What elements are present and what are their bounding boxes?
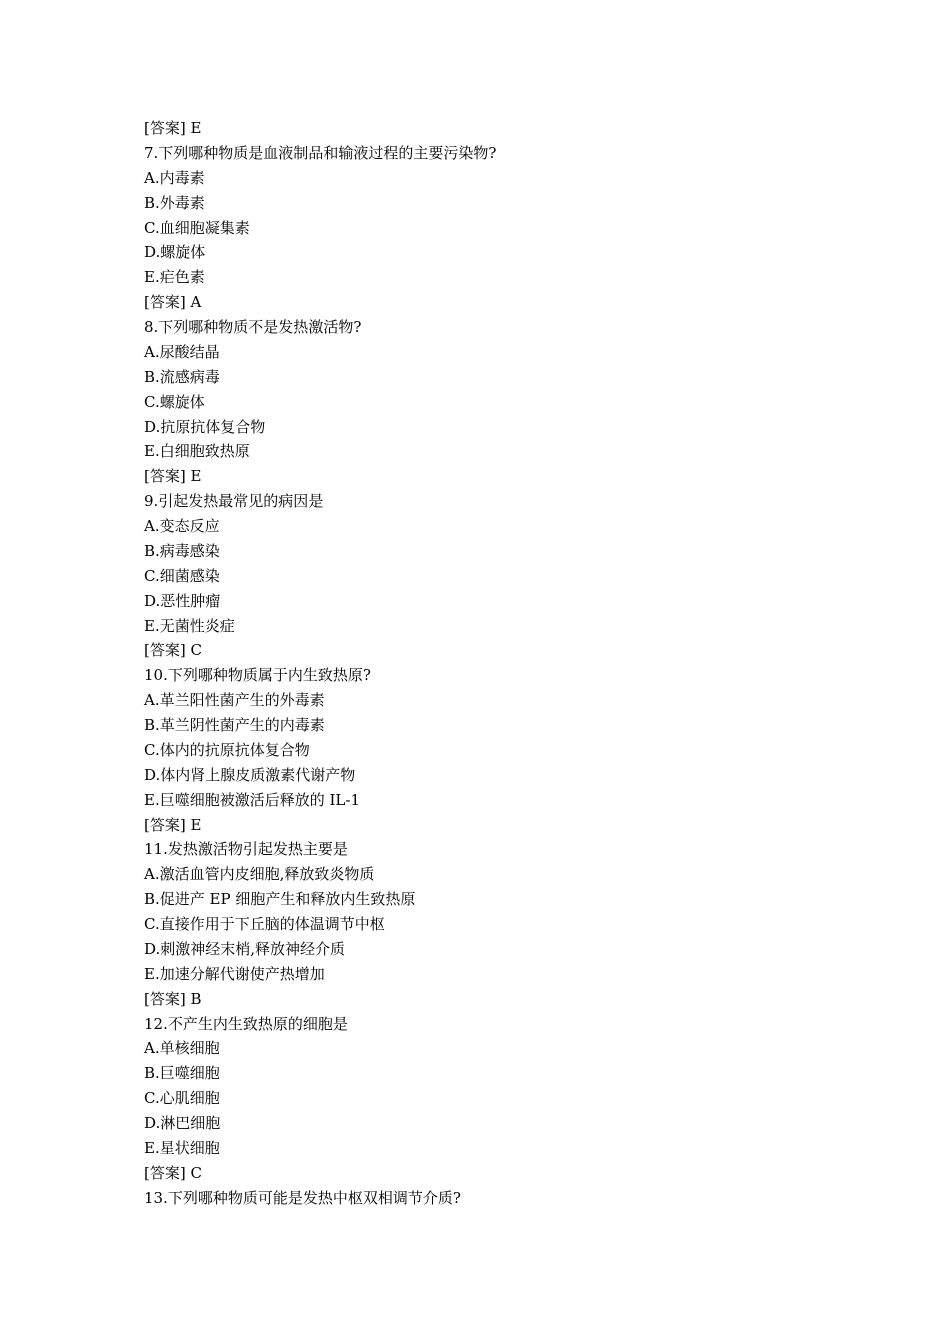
answer-line: [答案] A	[144, 293, 202, 312]
option-line: D.抗原抗体复合物	[144, 417, 266, 436]
answer-line: [答案] E	[144, 119, 202, 137]
question-line: 11.发热激活物引起发热主要是	[144, 840, 348, 859]
option-line: E.加速分解代谢使产热增加	[144, 964, 325, 983]
option-line: D.螺旋体	[144, 243, 206, 262]
document-page	[144, 116, 844, 1211]
answer-line: [答案] E	[144, 815, 202, 834]
question-line: 13.下列哪种物质可能是发热中枢双相调节介质?	[144, 1188, 461, 1207]
option-line: B.流感病毒	[144, 367, 220, 386]
option-line: E.白细胞致热原	[144, 442, 250, 461]
question-line: 8.下列哪种物质不是发热激活物?	[144, 318, 362, 336]
question-line: 7.下列哪种物质是血液制品和输液过程的主要污染物?	[144, 143, 497, 162]
answer-line: [答案] B	[144, 989, 202, 1008]
question-line: 9.引起发热最常见的病因是	[144, 492, 324, 511]
option-line: B.病毒感染	[144, 541, 220, 560]
option-line: B.外毒素	[144, 193, 205, 212]
option-line: D.体内肾上腺皮质激素代谢产物	[144, 765, 356, 784]
question-line: 12.不产生内生致热原的细胞是	[144, 1014, 348, 1033]
option-line: D.淋巴细胞	[144, 1114, 221, 1132]
option-line: A.变态反应	[144, 517, 220, 535]
question-line: 10.下列哪种物质属于内生致热原?	[144, 666, 371, 685]
option-line: C.细菌感染	[144, 566, 220, 585]
option-line: D.刺激神经末梢,释放神经介质	[144, 939, 346, 958]
answer-line: [答案] E	[144, 467, 202, 486]
option-line: B.巨噬细胞	[144, 1064, 220, 1083]
option-line: B.促进产 EP 细胞产生和释放内生致热原	[144, 890, 416, 909]
option-line: C.体内的抗原抗体复合物	[144, 740, 310, 759]
option-line: B.革兰阴性菌产生的内毒素	[144, 716, 325, 734]
option-line: C.血细胞凝集素	[144, 218, 250, 237]
option-line: E.无菌性炎症	[144, 616, 235, 635]
option-line: C.直接作用于下丘脑的体温调节中枢	[144, 915, 385, 933]
option-line: E.巨噬细胞被激活后释放的 IL-1	[144, 790, 360, 809]
option-line: A.内毒素	[144, 168, 205, 187]
option-line: A.激活血管内皮细胞,释放致炎物质	[144, 865, 375, 884]
answer-line: [答案] C	[144, 1163, 202, 1182]
option-line: E.星状细胞	[144, 1138, 220, 1157]
answer-line: [答案] C	[144, 641, 202, 660]
option-line: C.心肌细胞	[144, 1089, 220, 1108]
option-line: A.单核细胞	[144, 1039, 220, 1058]
option-line: A.尿酸结晶	[144, 342, 220, 361]
option-line: C.螺旋体	[144, 392, 205, 411]
option-line: D.恶性肿瘤	[144, 591, 221, 610]
option-line: E.疟色素	[144, 268, 205, 287]
option-line: A.革兰阳性菌产生的外毒素	[144, 691, 325, 710]
